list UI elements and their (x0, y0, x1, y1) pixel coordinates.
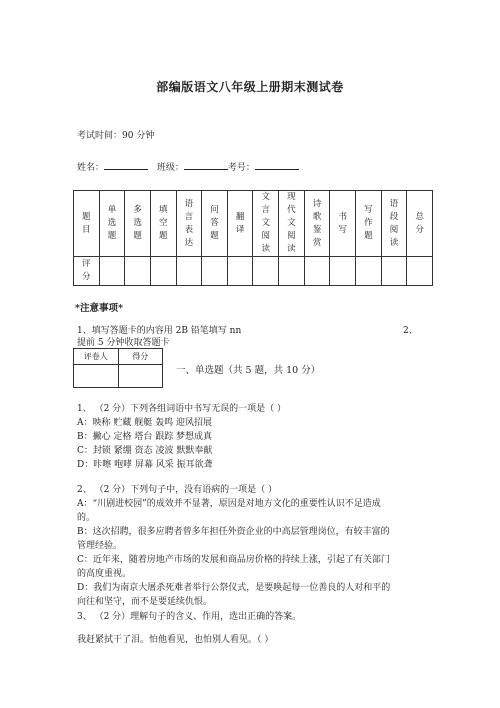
question-3 (77, 610, 429, 624)
option-c[interactable]: C：近年来，随着房地产市场的发展和商品房价格的持续上涨，引起了有关部门 (77, 555, 390, 565)
question-stem: 1、 （2 分）下列各组词语中书写无误的一项是（ ） (77, 404, 287, 414)
option-b[interactable]: B：这次招聘，很多应聘者曾多年担任外资企业的中高层管理岗位，有较丰富的 (77, 527, 390, 537)
score-cell[interactable] (227, 257, 253, 286)
option-d[interactable]: D：咔嚓 咆哮 屏幕 风采 振耳欲聋 (77, 460, 213, 470)
score-cell[interactable] (125, 257, 151, 286)
score-header-cell: 文言文阅读 (253, 191, 279, 257)
score-cell[interactable] (253, 257, 279, 286)
score-cell[interactable] (150, 257, 176, 286)
name-label: 姓名： (77, 163, 105, 173)
option-b[interactable]: B：撇心 定格 塔台 跟踪 梦想成真 (77, 432, 213, 442)
score-cell[interactable] (118, 365, 163, 388)
option-c-cont: 的高度重视。 (77, 569, 132, 579)
option-b-cont: 管理经验。 (77, 541, 123, 551)
score-header-cell: 书写 (330, 191, 356, 257)
score-header-cell: 问答题 (202, 191, 228, 257)
score-cell[interactable] (99, 257, 125, 286)
question-stem: 3、 （2 分）理解句子的含义、作用，选出正确的答案。 (77, 612, 302, 622)
question-3-sentence-block (77, 633, 429, 647)
score-cell[interactable] (202, 257, 228, 286)
score-header-cell: 翻译 (227, 191, 253, 257)
grader-table (73, 348, 163, 388)
score-row-label: 评分 (74, 257, 100, 286)
score-cell[interactable] (330, 257, 356, 286)
score-table-row (74, 257, 433, 286)
section-title: 一、单选题（共 5 题，共 10 分） (176, 365, 321, 376)
score-cell[interactable] (176, 257, 202, 286)
score-cell[interactable] (304, 257, 330, 286)
question-2 (77, 483, 429, 609)
score-cell[interactable] (381, 257, 407, 286)
class-field[interactable] (184, 161, 228, 170)
grader-label: 评卷人 (74, 349, 119, 365)
score-header-cell: 语段阅读 (381, 191, 407, 257)
number-label: 考号： (227, 163, 255, 173)
option-c[interactable]: C：封锁 紧绷 资态 凌波 默默奉献 (77, 446, 213, 456)
notice-title: *注意事项* (75, 303, 123, 314)
notice-item-2: 提前 5 分钟收取答题卡 (77, 338, 170, 348)
option-d-cont: 向往和坚守，而不是要延续仇恨。 (77, 597, 213, 607)
question-stem: 2、 （2 分）下列句子中，没有语病的一项是（ ） (77, 485, 278, 495)
score-label: 得分 (118, 349, 163, 365)
score-table-header-row (74, 191, 433, 257)
class-label: 班级： (156, 163, 184, 173)
option-a-cont: 的。 (77, 513, 96, 523)
option-a[interactable]: A：“川剧进校园”的成效并不显著，原因是对地方文化的重要性认识不足造成 (77, 499, 381, 509)
score-header-cell: 题目 (74, 191, 100, 257)
score-header-cell: 语言表达 (176, 191, 202, 257)
score-header-cell: 多选题 (125, 191, 151, 257)
score-header-cell: 现代文阅读 (279, 191, 305, 257)
score-header-cell: 写作题 (356, 191, 382, 257)
notice-item-1: 1、填写答题卡的内容用 2B 铅笔填写 nn (77, 326, 242, 336)
number-field[interactable] (255, 161, 299, 170)
score-cell[interactable] (279, 257, 305, 286)
option-d[interactable]: D：我们为南京大屠杀死难者举行公祭仪式，是要唤起每一位善良的人对和平的 (77, 583, 391, 593)
exam-time: 考试时间：90 分钟 (77, 131, 155, 141)
score-header-cell: 总分 (407, 191, 433, 257)
score-cell[interactable] (356, 257, 382, 286)
page-title: 部编版语文八年级上册期末测试卷 (156, 80, 344, 94)
notice-item-2-number: 2、 (403, 326, 418, 336)
grader-cell[interactable] (74, 365, 119, 388)
question-sentence: 我赶紧拭干了泪。怕他看见，也怕别人看见。（ ） (77, 635, 274, 645)
score-header-cell: 单选题 (99, 191, 125, 257)
option-a[interactable]: A：映称 贮藏 舰艇 轰鸣 迎风招展 (77, 418, 212, 428)
score-table (73, 190, 433, 286)
question-1 (77, 402, 429, 472)
score-cell[interactable] (407, 257, 433, 286)
score-header-cell: 诗歌鉴赏 (304, 191, 330, 257)
student-info (77, 160, 299, 173)
score-header-cell: 填空题 (150, 191, 176, 257)
name-field[interactable] (104, 161, 148, 170)
